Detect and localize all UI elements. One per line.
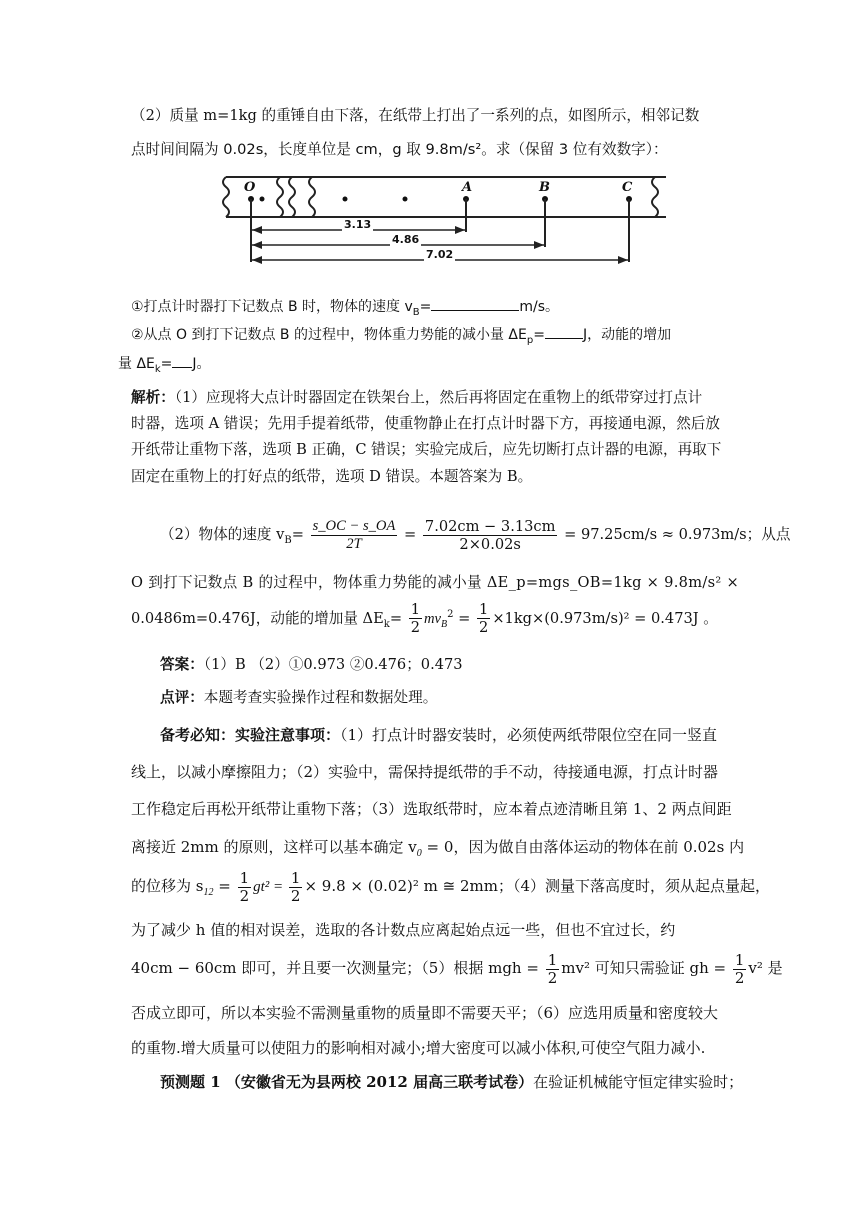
dot-o [248, 196, 254, 202]
analysis-line-6: O 到打下记数点 B 的过程中，物体重力势能的减小量 ΔE_p=mgs_OB=1kg × 9.8m/s² × [131, 574, 740, 591]
analysis-velocity-formula: （2）物体的速度 $v_B=$ $\frac{s\_OC - s\_OA}{2T}$ = $\frac{7.02cm - 3.13cm}{2\times 0.02s}$ = 97.25cm/s ≈ 0.973m/s；从点 [160, 517, 791, 553]
tape-dots [248, 196, 632, 202]
answer-line: 答案：（1）B （2）①0.973 ②0.476；0.473 [160, 656, 463, 673]
notes-line-3: 工作稳定后再松开纸带让重物下落；（3）选取纸带时，应本着点迹清晰且第 1、2 两点间距 [131, 800, 732, 818]
analysis-line-3: 开纸带让重物下落，选项 B 正确，C 错误；实验完成后，应先切断打点计器的电源，再取下 [131, 441, 722, 458]
comment-line: 点评：本题考查实验操作过程和数据处理。 [160, 689, 438, 706]
label-a: A [462, 180, 473, 195]
notes-line-8: 否成立即可，所以本实验不需测量重物的质量即不需要天平；（6）应选用质量和密度较大 [131, 1004, 719, 1022]
notes-line-1: 备考必知：实验注意事项：（1）打点计时器安装时，必须使两纸带限位空在同一竖直 [160, 726, 718, 744]
analysis-kinetic-formula: 0.0486m=0.476J，动能的增加量 $\Delta E_k=$ $\frac{1}{2}$ $mv_B^2$ = $\frac{1}{2}$ ×1kg×(0.973m/s)² = 0.473J 。 [131, 601, 718, 637]
dim-ob: 4.86 [392, 233, 420, 246]
label-o: O [244, 180, 256, 195]
dim-oc: 7.02 [426, 248, 454, 261]
question-line-2: 点时间间隔为 0.02s，长度单位是 cm，g 取 9.8m/s²。求（保留 3 位有效数字）： [131, 141, 668, 158]
notes-line-4: 离接近 2mm 的原则，这样可以基本确定 $v_0 = 0$，因为做自由落体运动的物体在前 0.02s 内 [131, 838, 745, 859]
dot-a [463, 196, 469, 202]
dot-o2 [260, 197, 265, 202]
notes-line-9: 的重物.增大质量可以使阻力的影响相对减小;增大密度可以减小体积,可使空气阻力减小. [131, 1039, 706, 1057]
predict-line: 预测题 1 （安徽省无为县两校 2012 届高三联考试卷）在验证机械能守恒定律实验时； [160, 1073, 744, 1091]
dim-oa: 3.13 [344, 218, 372, 231]
notes-line-5: 的位移为 $s_{12}$ = $\frac{1}{2}$ gt² = $\frac{1}{2}$ × 9.8 × (0.02)² m ≅ 2mm；（4）测量下落高度时，须从起点量起， [131, 868, 771, 905]
dot-c [626, 196, 632, 202]
analysis-line-2: 时器，选项 A 错误；先用手提着纸带，使重物静止在打点计时器下方，再接通电源，然后放 [131, 415, 720, 432]
subq-1: ①打点计时器打下记数点 B 时，物体的速度 $v_B= m/s$。 [131, 299, 560, 318]
analysis-line-4: 固定在重物上的打好点的纸带，选项 D 错误。本题答案为 B。 [131, 468, 533, 485]
notes-line-2: 线上，以减小摩擦阻力；（2）实验中，需保持提纸带的手不动，待接通电源，打点计时器 [131, 763, 719, 781]
label-c: C [622, 180, 633, 195]
dot-1 [343, 197, 348, 202]
dot-2 [403, 197, 408, 202]
subq-2-cont: 量 $\Delta E_k= J$。 [118, 356, 211, 375]
label-b: B [539, 180, 550, 195]
notes-line-7: 40cm − 60cm 即可，并且要一次测量完；（5）根据 mgh = $\frac{1}{2}$ mv² 可知只需验证 gh = $\frac{1}{2}$ v² 是 [131, 950, 783, 987]
dot-b [542, 196, 548, 202]
tape-body [223, 177, 666, 217]
analysis-line-1: 解析：（1）应现将大点计时器固定在铁架台上，然后再将固定在重物上的纸带穿过打点计 [131, 389, 703, 406]
subq-2: ②从点 O 到打下记数点 B 的过程中，物体重力势能的减小量 $\Delta E_p= J$，动能的增加 [131, 327, 672, 346]
notes-line-6: 为了减少 h 值的相对误差，选取的各计数点应离起始点远一些，但也不宜过长，约 [131, 921, 676, 939]
question-line-1: （2）质量 m=1kg 的重锤自由下落，在纸带上打出了一系列的点，如图所示，相邻记数 [131, 107, 700, 124]
